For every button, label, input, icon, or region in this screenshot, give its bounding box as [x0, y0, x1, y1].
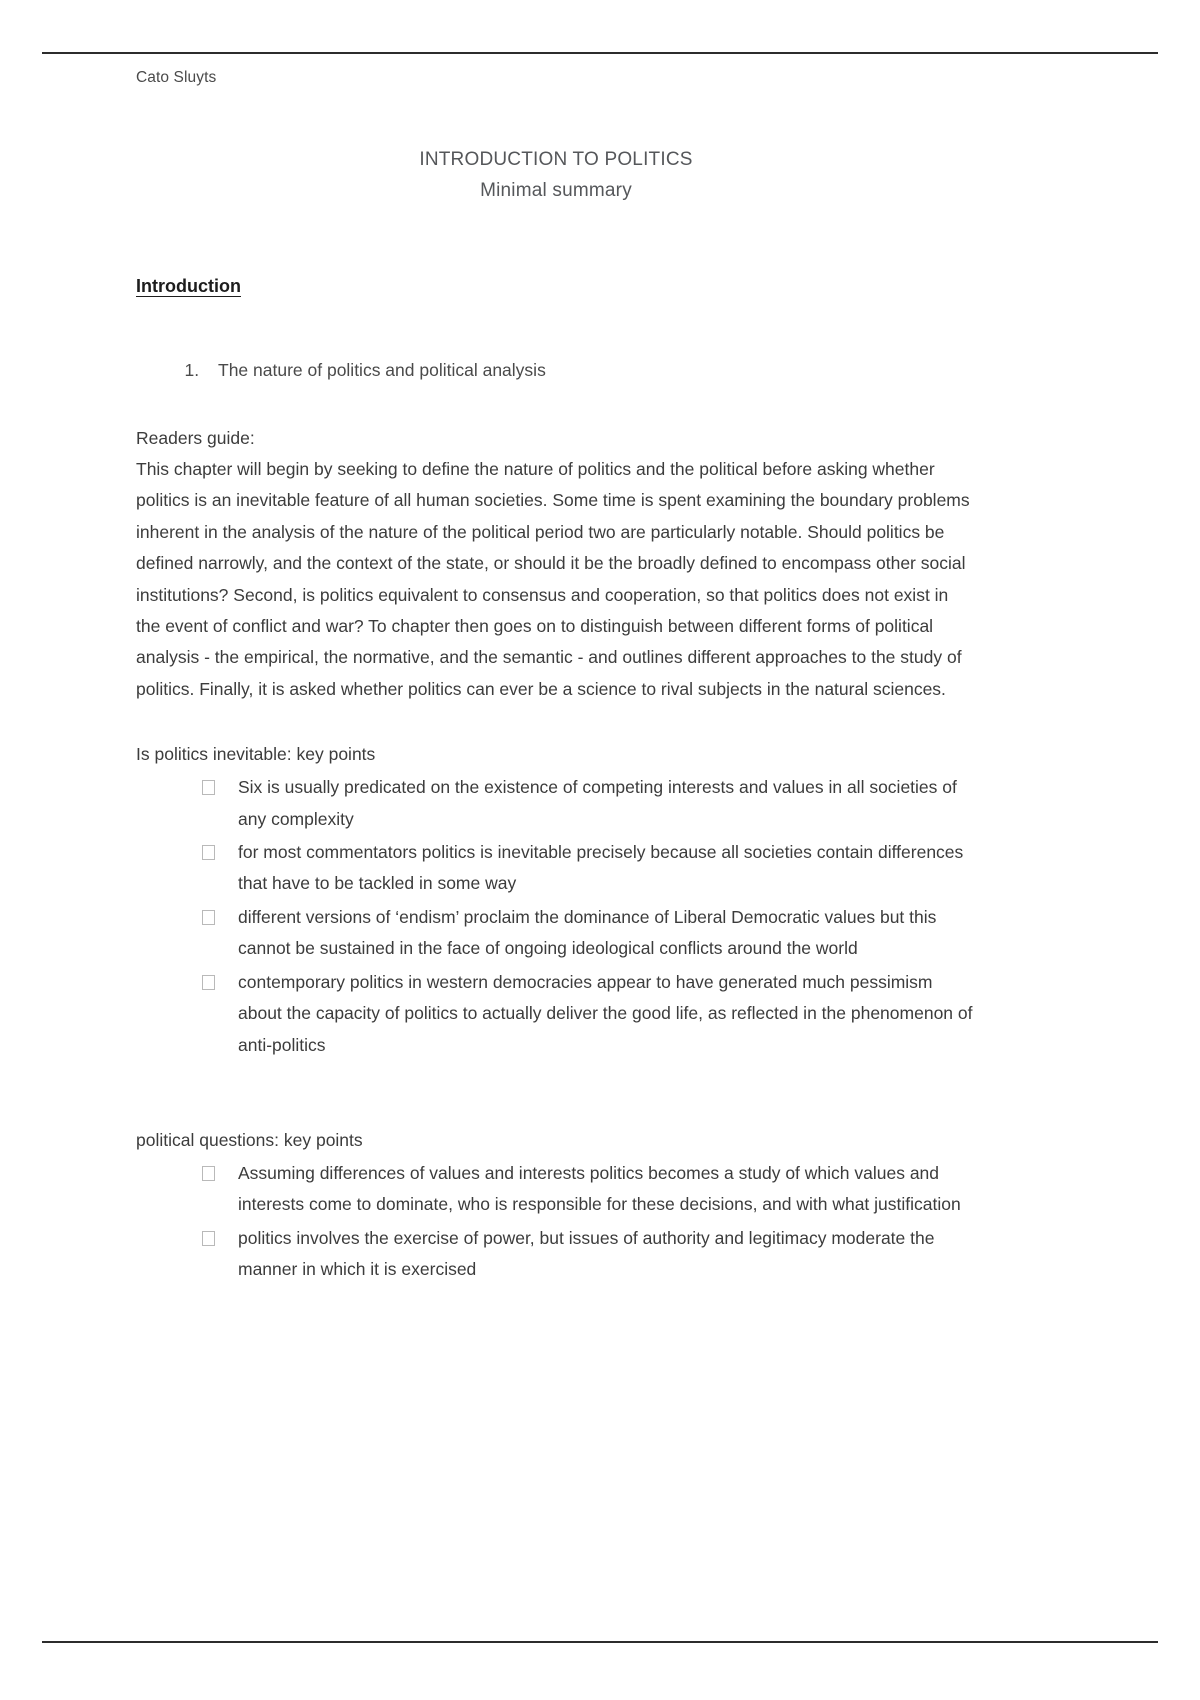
list-item-label: for most commentators politics is inevitable precisely because all societies contain differences that have to be tackled in some way [238, 842, 964, 894]
numbered-list [136, 355, 976, 385]
page-subtitle: Minimal summary [480, 180, 632, 201]
list-item [174, 1158, 976, 1221]
author-name: Cato Sluyts [136, 69, 217, 86]
keypoints-heading-inevitable: Is politics inevitable: key points [136, 744, 376, 765]
section-spacer [136, 1061, 976, 1091]
checkbox-icon [202, 975, 215, 990]
readers-guide-label: Readers guide: [136, 428, 255, 448]
list-item [174, 772, 976, 835]
keypoints-list-questions [136, 1158, 976, 1286]
footer-rule [42, 1641, 1158, 1643]
keypoints-heading-questions: political questions: key points [136, 1129, 363, 1150]
keypoints-list-inevitable [136, 772, 976, 1061]
list-item-label: politics involves the exercise of power, but issues of authority and legitimacy moderate the manner in which it is exercised [238, 1227, 935, 1280]
checkbox-icon [202, 845, 215, 860]
checkbox-icon [202, 780, 215, 795]
list-item [174, 837, 976, 900]
list-item-label: Assuming differences of values and interests politics becomes a study of which values and interests come to dominate, who is responsible for these decisions, and with what justification [238, 1162, 961, 1215]
list-item-label: contemporary politics in western democracies appear to have generated much pessimism about the capacity of politics to actually deliver the good life, as reflected in the phenomenon of anti-politics [238, 971, 973, 1055]
checkbox-icon [202, 1231, 215, 1246]
readers-guide-paragraph: This chapter will begin by seeking to define the nature of politics and the political before asking whether politics is an inevitable feature of all human societies. Some time is spent examining the boundary problems inherent in the analysis of the nature of the political period two are particularly notable. Should politics be defined narrowly, and the context of the state, or should it be the broadly defined to encompass other social institutions? Second, is politics equivalent to consensus and cooperation, so that politics does not exist in the event of conflict and war? To chapter then goes on to distinguish between different forms of political analysis - the empirical, the normative, and the semantic - and outlines different approaches to the study of politics. Finally, it is asked whether politics can ever be a science to rival subjects in the natural sciences. [136, 459, 970, 699]
checkbox-icon [202, 1166, 215, 1181]
page-title: INTRODUCTION TO POLITICS [419, 149, 693, 170]
document-content [136, 64, 976, 1286]
list-item-label: Six is usually predicated on the existence of competing interests and values in all societies of any complexity [238, 777, 957, 829]
section-heading-introduction: Introduction [136, 276, 241, 296]
list-item: 1. The nature of politics and political analysis [204, 355, 976, 385]
list-item [174, 902, 976, 965]
list-item-label: different versions of ‘endism’ proclaim the dominance of Liberal Democratic values but this cannot be sustained in the face of ongoing ideological conflicts around the world [238, 906, 937, 959]
checkbox-icon [202, 910, 215, 925]
header-rule [42, 52, 1158, 54]
list-item [174, 1223, 976, 1286]
title-block [136, 144, 976, 206]
list-item [174, 967, 976, 1061]
